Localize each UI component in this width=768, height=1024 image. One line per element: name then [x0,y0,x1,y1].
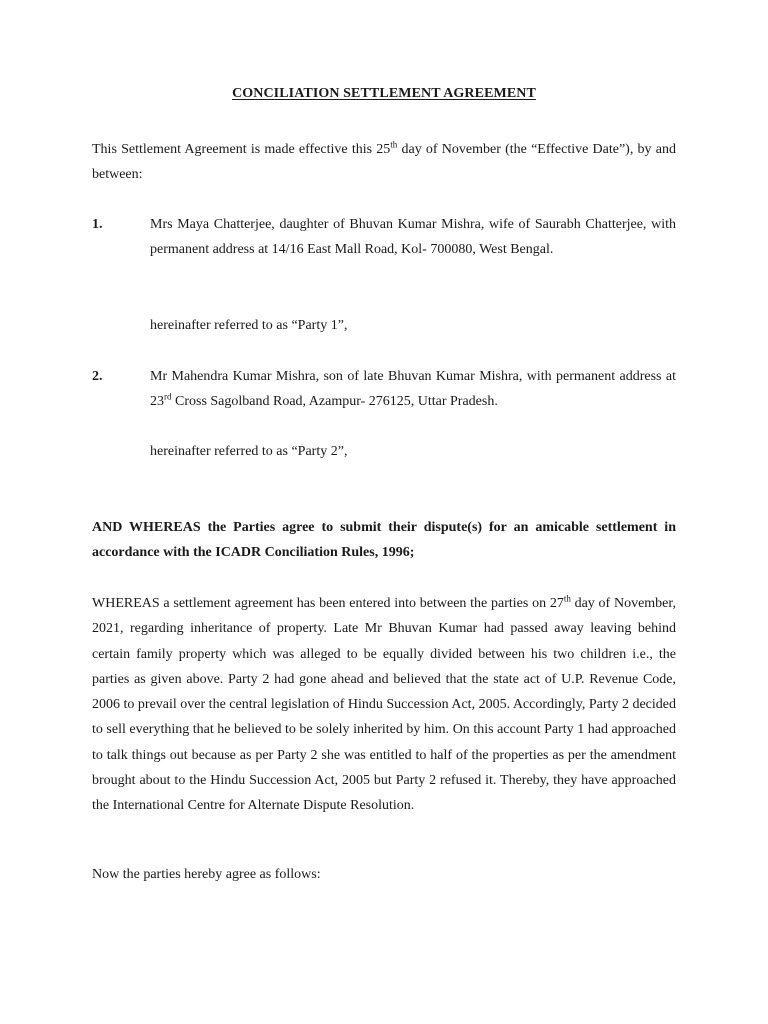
party-1-referred: hereinafter referred to as “Party 1”, [150,318,348,333]
closing-paragraph: Now the parties hereby agree as follows: [92,867,321,882]
intro-text-start: This Settlement Agreement is made effective this 25 [92,142,391,157]
and-whereas-lead: AND WHEREAS [92,520,201,535]
party-2-number: 2. [92,369,103,384]
intro-text-end: day of November (the “Effective Date”), by and between: [92,142,676,183]
whereas-paragraph [92,591,676,819]
and-whereas-paragraph [92,515,676,566]
party-2-referred: hereinafter referred to as “Party 2”, [150,444,348,459]
whereas-superscript: th [563,593,571,604]
party-1-description: Mrs Maya Chatterjee, daughter of Bhuvan Kumar Mishra, wife of Saurabh Chatterjee, with permanent address at 14/16 East Mall Road, Kol- 700080, West Bengal. [150,217,676,258]
whereas-text-start: WHEREAS a settlement agreement has been entered into between the parties on 27 [92,596,564,611]
document-title: CONCILIATION SETTLEMENT AGREEMENT [232,86,536,101]
party-2-description [150,364,676,415]
party-2-superscript: rd [164,391,172,402]
intro-superscript: th [390,139,398,150]
intro-paragraph [92,137,676,188]
party-2-text-end: Cross Sagolband Road, Azampur- 276125, Uttar Pradesh. [171,394,498,410]
and-whereas-text: the Parties agree to submit their dispute(s) for an amicable settlement in accordance with the ICADR Conciliation Rules, 1996; [92,520,676,561]
party-1-number: 1. [92,217,103,232]
party-2-text-start: Mr Mahendra Kumar Mishra, son of late Bhuvan Kumar Mishra, with permanent address at 23 [150,369,676,410]
whereas-text-end: day of November, 2021, regarding inheritance of property. Late Mr Bhuvan Kumar had passed away leaving behind certain family property which was alleged to be equally divided between his two children i.e., the parties as given above. Party 2 had gone ahead and believed that the state act of U.P. Revenue Code, 2006 to prevail over the central legislation of Hindu Succession Act, 2005. Accordingly, Party 2 decided to sell everything that he believed to be solely inherited by him. On this account Party 1 had approached to talk things out because as per Party 2 she was entitled to half of the properties as per the amendment brought about to the Hindu Succession Act, 2005 but Party 2 refused it. Thereby, they have approached the International Centre for Alternate Dispute Resolution. [92,596,676,814]
